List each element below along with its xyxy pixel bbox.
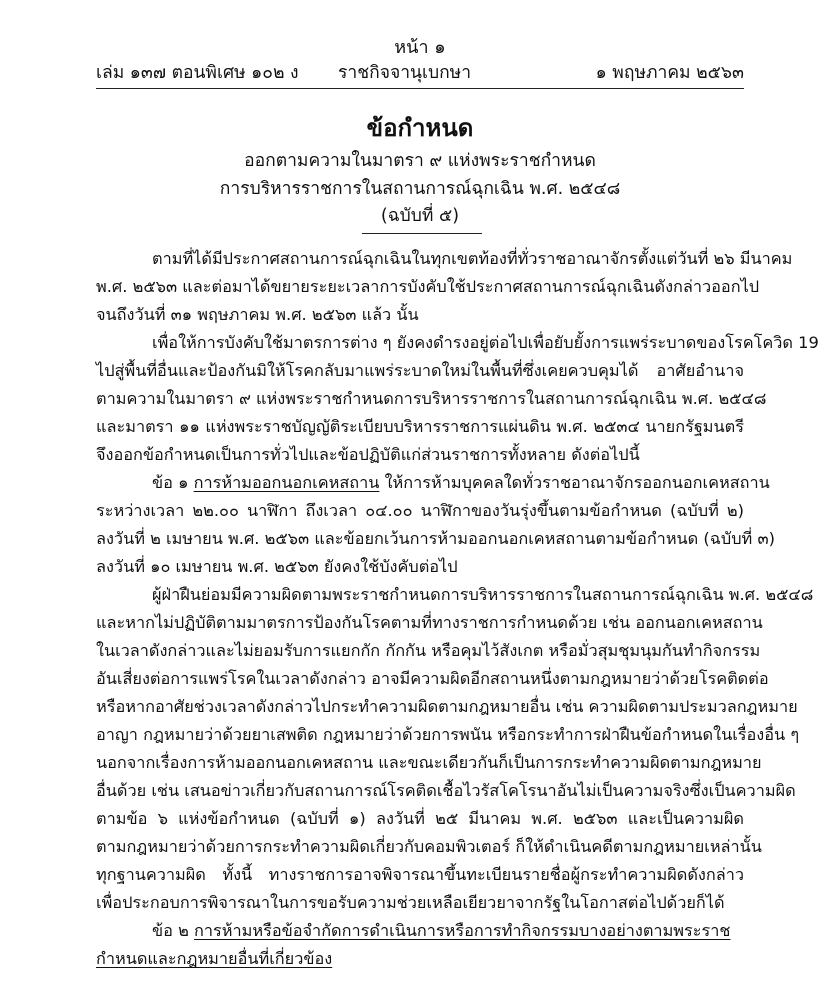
document-title: ข้อกำหนด [366,114,474,142]
publication-date: ๑ พฤษภาคม ๒๕๖๓ [595,63,744,83]
clause-2-heading: การห้ามหรือข้อจำกัดการดำเนินการหรือการทำกิจกรรมบางอย่างตามพระราช [194,921,731,940]
title-divider [362,233,482,234]
clause-2-heading-continued [96,945,744,973]
body-line: ระหว่างเวลา ๒๒.๐๐ นาฬิกา ถึงเวลา ๐๔.๐๐ นาฬิกาของวันรุ่งขึ้นตามข้อกำหนด (ฉบับที่ ๒) [96,501,744,520]
body-line: ตามความในมาตรา ๙ แห่งพระราชกำหนดการบริหารราชการในสถานการณ์ฉุกเฉิน พ.ศ. ๒๕๔๘ [96,389,767,408]
body-line: และมาตรา ๑๑ แห่งพระราชบัญญัติระเบียบบริหารราชการแผ่นดิน พ.ศ. ๒๕๓๔ นายกรัฐมนตรี [96,417,744,436]
body-line: นอกจากเรื่องการห้ามออกนอกเคหสถาน และขณะเดียวกันก็เป็นการกระทำความผิดตามกฎหมาย [96,753,762,772]
body-line: ทุกฐานความผิด ทั้งนี้ ทางราชการอาจพิจารณาขึ้นทะเบียนรายชื่อผู้กระทำความผิดดังกล่าว [96,865,744,884]
body-line: ตามกฎหมายว่าด้วยการกระทำความผิดเกี่ยวกับคอมพิวเตอร์ ก็ให้ดำเนินคดีตามกฎหมายเหล่านั้น [96,837,762,856]
body-line: ลงวันที่ ๒ เมษายน พ.ศ. ๒๕๖๓ และข้อยกเว้นการห้ามออกนอกเคหสถานตามข้อกำหนด (ฉบับที่ ๓) [96,529,775,548]
body-line: ตามที่ได้มีประกาศสถานการณ์ฉุกเฉินในทุกเขตท้องที่ทั่วราชอาณาจักรตั้งแต่วันที่ ๒๖ มีนาคม [152,249,793,268]
page-number: หน้า ๑ [394,37,446,58]
body-line: อันเสี่ยงต่อการแพร่โรคในเวลาดังกล่าว อาจมีความผิดอีกสถานหนึ่งตามกฎหมายว่าด้วยโรคติดต่อ [96,669,769,688]
clause-2-heading-line-2: กำหนดและกฎหมายอื่นที่เกี่ยวข้อง [96,949,333,968]
body-line: จนถึงวันที่ ๓๑ พฤษภาคม พ.ศ. ๒๕๖๓ แล้ว นั้น [96,305,419,324]
body-line: อาญา กฎหมายว่าด้วยยาเสพติด กฎหมายว่าด้วยการพนัน หรือกระทำการฝ่าฝืนข้อกำหนดในเรื่องอื่น ๆ [96,725,800,744]
clause-1-heading: การห้ามออกนอกเคหสถาน [193,473,380,492]
clause-2-number: ข้อ ๒ [152,921,194,940]
gazette-header [96,58,744,84]
clause-2-first-line [152,917,744,945]
header-divider [96,88,744,89]
clause-1-text: ให้การห้ามบุคคลใดทั่วราชอาณาจักรออกนอกเคหสถาน [379,473,770,492]
body-line: และหากไม่ปฏิบัติตามมาตรการป้องกันโรคตามที่ทางราชการกำหนดด้วย เช่น ออกนอกเคหสถาน [96,613,763,632]
volume-info: เล่ม ๑๓๗ ตอนพิเศษ ๑๐๒ ง [96,63,299,83]
body-line: ในเวลาดังกล่าวและไม่ยอมรับการแยกกัก กักกัน หรือคุมไว้สังเกต หรือมั่วสุมชุมนุมกันทำกิจกรรม [96,641,761,660]
gazette-name: ราชกิจจานุเบกษา [338,63,472,83]
body-line: ผู้ฝ่าฝืนย่อมมีความผิดตามพระราชกำหนดการบริหารราชการในสถานการณ์ฉุกเฉิน พ.ศ. ๒๕๔๘ [152,585,814,604]
body-line: เพื่อประกอบการพิจารณาในการขอรับความช่วยเหลือเยียวยาจากรัฐในโอกาสต่อไปด้วยก็ได้ [96,893,725,912]
document-subtitle-3: (ฉบับที่ ๕) [380,206,460,226]
body-line: จึงออกข้อกำหนดเป็นการทั่วไปและข้อปฏิบัติแก่ส่วนราชการทั้งหลาย ดังต่อไปนี้ [96,445,640,464]
body-line: เพื่อให้การบังคับใช้มาตรการต่าง ๆ ยังคงดำรงอยู่ต่อไปเพื่อยับยั้งการแพร่ระบาดของโรคโควิด 19 [152,333,819,352]
clause-1-number: ข้อ ๑ [152,473,194,492]
body-line: ตามข้อ ๖ แห่งข้อกำหนด (ฉบับที่ ๑) ลงวันที่ ๒๕ มีนาคม พ.ศ. ๒๕๖๓ และเป็นความผิด [96,809,744,828]
body-line: ไปสู่พื้นที่อื่นและป้องกันมิให้โรคกลับมาแพร่ระบาดใหม่ในพื้นที่ซึ่งเคยควบคุมได้ อาศัยอำนาจ [96,361,744,380]
body-line: ลงวันที่ ๑๐ เมษายน พ.ศ. ๒๕๖๓ ยังคงใช้บังคับต่อไป [96,557,458,576]
body-line: อื่นด้วย เช่น เสนอข่าวเกี่ยวกับสถานการณ์โรคติดเชื้อไวรัสโคโรนาอันไม่เป็นความจริงซึ่งเป็นความผิด [96,781,796,800]
document-subtitle-2: การบริหารราชการในสถานการณ์ฉุกเฉิน พ.ศ. ๒๕๔๘ [219,179,621,199]
body-line: พ.ศ. ๒๕๖๓ และต่อมาได้ขยายระยะเวลาการบังคับใช้ประกาศสถานการณ์ฉุกเฉินดังกล่าวออกไป [96,277,760,296]
document-subtitle-1: ออกตามความในมาตรา ๙ แห่งพระราชกำหนด [244,151,596,171]
clause-1-first-line [152,469,770,497]
body-line: หรือหากอาศัยช่วงเวลาดังกล่าวไปกระทำความผิดตามกฎหมายอื่น เช่น ความผิดตามประมวลกฎหมาย [96,697,798,716]
